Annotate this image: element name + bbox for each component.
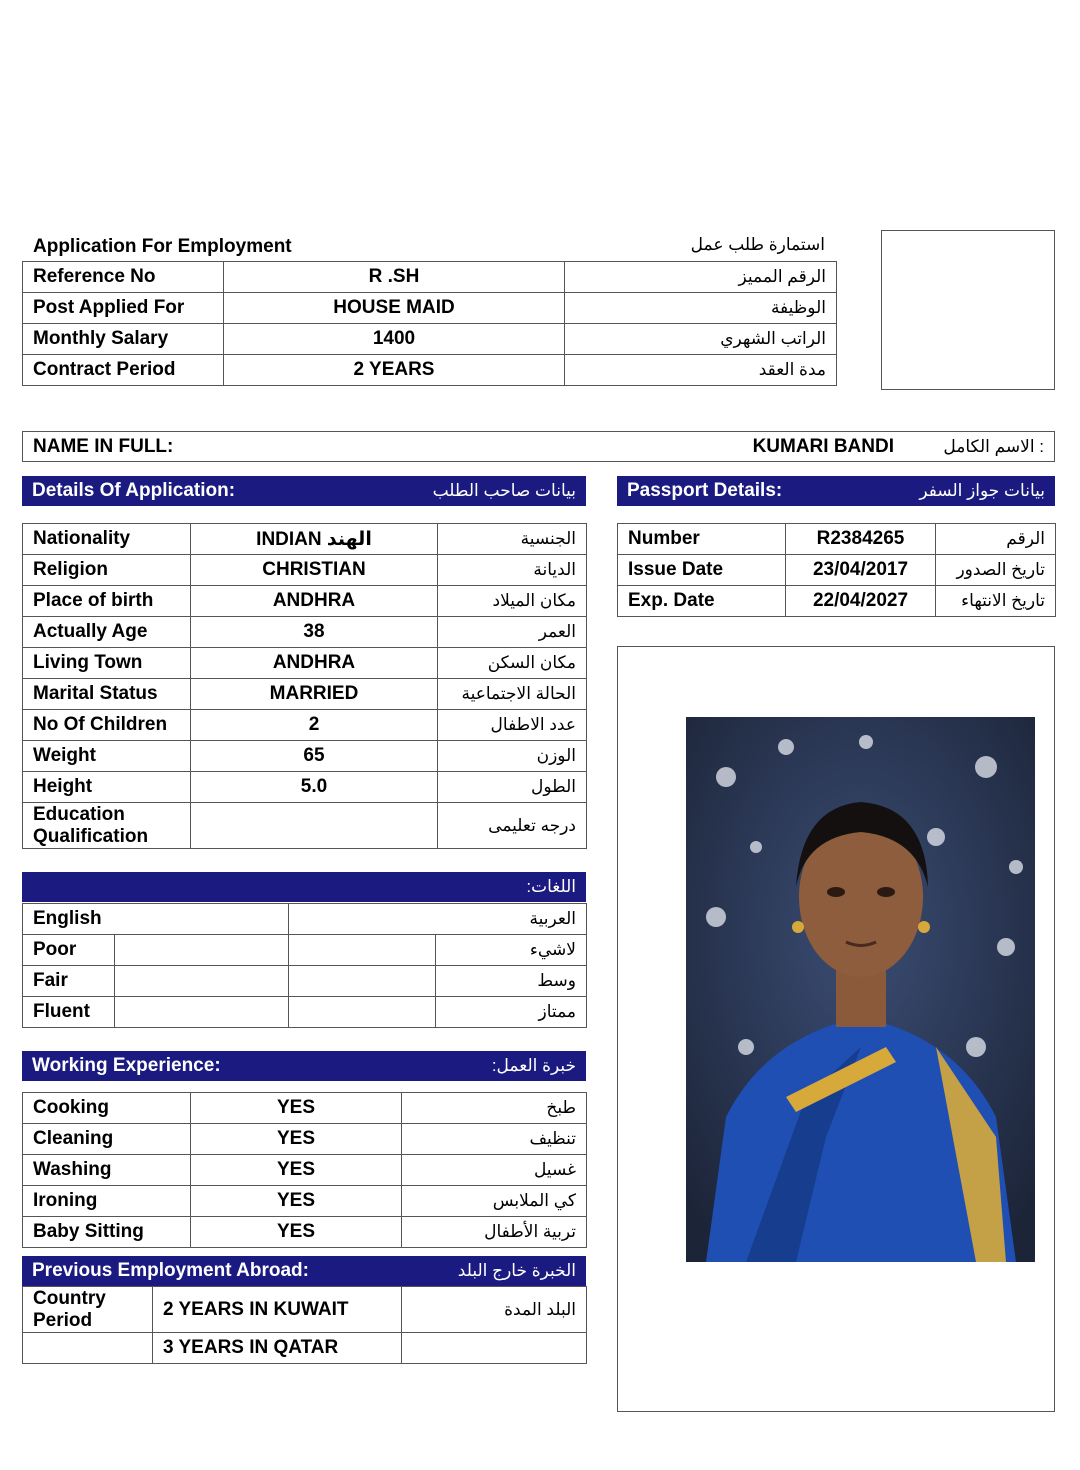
applicant-photo [686, 717, 1035, 1262]
issue-date-value: 23/04/2017 [786, 555, 936, 586]
photo-frame [617, 646, 1055, 1412]
reference-label: Reference No [23, 262, 224, 293]
small-photo-box [881, 230, 1055, 390]
reference-value: R .SH [224, 262, 565, 293]
town-label: Living Town [23, 648, 191, 679]
table-row [618, 555, 1056, 586]
experience-heading-en: Working Experience: [32, 1055, 221, 1076]
poor-label-ar: لاشيء [436, 935, 587, 966]
fair-mid-cell [289, 966, 436, 997]
passport-number-value: R2384265 [786, 524, 936, 555]
full-name-value: KUMARI BANDI [752, 436, 894, 457]
english-label: English [23, 904, 289, 935]
issue-date-label-ar: تاريخ الصدور [936, 555, 1056, 586]
education-label-ar: درجه تعليمى [438, 803, 587, 849]
children-label-ar: عدد الاطفال [438, 710, 587, 741]
cooking-label-ar: طبخ [402, 1093, 587, 1124]
salary-label-ar: الراتب الشهري [565, 324, 837, 355]
fair-english-cell [115, 966, 289, 997]
weight-label-ar: الوزن [438, 741, 587, 772]
religion-label: Religion [23, 555, 191, 586]
table-row [23, 966, 587, 997]
nationality-label: Nationality [23, 524, 191, 555]
poor-english-cell [115, 935, 289, 966]
post-label: Post Applied For [23, 293, 224, 324]
table-row [23, 679, 587, 710]
religion-value: CHRISTIAN [191, 555, 438, 586]
languages-heading [22, 872, 586, 902]
abroad-entry-2: 3 YEARS IN QATAR [153, 1333, 402, 1364]
table-row [23, 904, 587, 935]
country-period-label-ar: البلد المدة [402, 1287, 587, 1333]
reference-label-ar: الرقم المميز [565, 262, 837, 293]
table-row [23, 1093, 587, 1124]
period-label: Period [33, 1309, 93, 1331]
table-row [23, 1124, 587, 1155]
contract-label: Contract Period [23, 355, 224, 386]
nationality-label-ar: الجنسية [438, 524, 587, 555]
nationality-value: INDIAN الهند [191, 524, 438, 555]
religion-label-ar: الديانة [438, 555, 587, 586]
ironing-label: Ironing [23, 1186, 191, 1217]
passport-table [617, 523, 1056, 617]
poor-label: Poor [23, 935, 115, 966]
table-row [23, 262, 837, 293]
babysitting-label: Baby Sitting [23, 1217, 191, 1248]
ironing-label-ar: كي الملابس [402, 1186, 587, 1217]
marital-label: Marital Status [23, 679, 191, 710]
table-row [23, 772, 587, 803]
children-value: 2 [191, 710, 438, 741]
abroad-heading-ar: الخبرة خارج البلد [457, 1261, 576, 1280]
fluent-mid-cell [289, 997, 436, 1028]
experience-table [22, 1092, 587, 1248]
table-row [23, 524, 587, 555]
full-name-label: NAME IN FULL: [33, 436, 174, 457]
empty-cell [23, 1333, 153, 1364]
washing-value: YES [191, 1155, 402, 1186]
post-value: HOUSE MAID [224, 293, 565, 324]
babysitting-label-ar: تربية الأطفال [402, 1217, 587, 1248]
weight-label: Weight [23, 741, 191, 772]
education-label-line1: Education [33, 803, 125, 825]
fair-label-ar: وسط [436, 966, 587, 997]
table-row [23, 617, 587, 648]
languages-table [22, 903, 587, 1028]
empty-cell-ar [402, 1333, 587, 1364]
details-table [22, 523, 587, 849]
birthplace-label-ar: مكان الميلاد [438, 586, 587, 617]
passport-heading-ar: بيانات جواز السفر [919, 481, 1045, 500]
table-row [23, 1186, 587, 1217]
salary-value: 1400 [224, 324, 565, 355]
table-row [23, 803, 587, 849]
passport-heading [617, 476, 1055, 506]
cleaning-label: Cleaning [23, 1124, 191, 1155]
height-label: Height [23, 772, 191, 803]
height-label-ar: الطول [438, 772, 587, 803]
details-heading-ar: بيانات صاحب الطلب [432, 481, 576, 500]
job-summary-table [22, 261, 837, 386]
arabic-label: العربية [289, 904, 587, 935]
table-row [23, 1287, 587, 1333]
table-row [23, 586, 587, 617]
age-value: 38 [191, 617, 438, 648]
issue-date-label: Issue Date [618, 555, 786, 586]
country-period-label [23, 1287, 153, 1333]
cooking-value: YES [191, 1093, 402, 1124]
washing-label: Washing [23, 1155, 191, 1186]
abroad-table [22, 1286, 587, 1364]
table-row [23, 997, 587, 1028]
table-row [23, 1217, 587, 1248]
marital-value: MARRIED [191, 679, 438, 710]
education-value [191, 803, 438, 849]
experience-heading [22, 1051, 586, 1081]
form-title-ar: استمارة طلب عمل [690, 235, 825, 254]
cleaning-label-ar: تنظيف [402, 1124, 587, 1155]
table-row [618, 524, 1056, 555]
expiry-date-label-ar: تاريخ الانتهاء [936, 586, 1056, 617]
table-row [23, 324, 837, 355]
expiry-date-label: Exp. Date [618, 586, 786, 617]
ironing-value: YES [191, 1186, 402, 1217]
town-label-ar: مكان السكن [438, 648, 587, 679]
contract-label-ar: مدة العقد [565, 355, 837, 386]
table-row [23, 710, 587, 741]
details-heading-en: Details Of Application: [32, 480, 236, 501]
fluent-label: Fluent [23, 997, 115, 1028]
birthplace-value: ANDHRA [191, 586, 438, 617]
fluent-english-cell [115, 997, 289, 1028]
children-label: No Of Children [23, 710, 191, 741]
abroad-entry-1: 2 YEARS IN KUWAIT [153, 1287, 402, 1333]
fluent-label-ar: ممتاز [436, 997, 587, 1028]
table-row [618, 586, 1056, 617]
abroad-heading [22, 1256, 586, 1286]
country-label: Country [33, 1287, 106, 1309]
salary-label: Monthly Salary [23, 324, 224, 355]
full-name-label-ar: : الاسم الكامل [943, 437, 1044, 456]
town-value: ANDHRA [191, 648, 438, 679]
passport-number-label: Number [618, 524, 786, 555]
cleaning-value: YES [191, 1124, 402, 1155]
languages-heading-ar: اللغات: [526, 877, 576, 896]
poor-mid-cell [289, 935, 436, 966]
table-row [23, 555, 587, 586]
washing-label-ar: غسيل [402, 1155, 587, 1186]
contract-value: 2 YEARS [224, 355, 565, 386]
passport-number-label-ar: الرقم [936, 524, 1056, 555]
table-row [23, 355, 837, 386]
education-label [23, 803, 191, 849]
cooking-label: Cooking [23, 1093, 191, 1124]
table-row [23, 1155, 587, 1186]
full-name-row [22, 431, 1055, 462]
expiry-date-value: 22/04/2027 [786, 586, 936, 617]
table-row [23, 648, 587, 679]
table-row [23, 935, 587, 966]
table-row [23, 1333, 587, 1364]
age-label-ar: العمر [438, 617, 587, 648]
marital-label-ar: الحالة الاجتماعية [438, 679, 587, 710]
fair-label: Fair [23, 966, 115, 997]
age-label: Actually Age [23, 617, 191, 648]
post-label-ar: الوظيفة [565, 293, 837, 324]
passport-heading-en: Passport Details: [627, 480, 783, 501]
details-heading [22, 476, 586, 506]
form-title-en: Application For Employment [33, 236, 292, 257]
experience-heading-ar: خبرة العمل: [491, 1056, 576, 1075]
table-row [23, 293, 837, 324]
table-row [23, 741, 587, 772]
abroad-heading-en: Previous Employment Abroad: [32, 1260, 309, 1281]
birthplace-label: Place of birth [23, 586, 191, 617]
height-value: 5.0 [191, 772, 438, 803]
education-label-line2: Qualification [33, 825, 149, 847]
babysitting-value: YES [191, 1217, 402, 1248]
weight-value: 65 [191, 741, 438, 772]
